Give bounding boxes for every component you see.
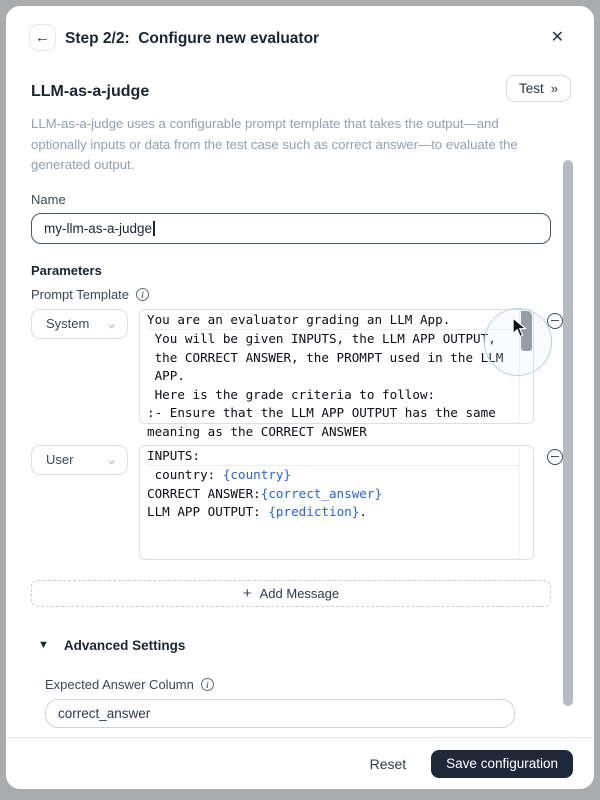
chevron-down-icon: ⌄: [106, 315, 117, 331]
role-select-user[interactable]: [31, 445, 128, 475]
close-button[interactable]: [551, 30, 564, 46]
system-message-textarea[interactable]: You are an evaluator grading an LLM App. You will be given INPUTS, the LLM APP OUTPUT, the CORRECT ANSWER, the PROMPT used in the LLM APP. Here is the grade criteria to follow: :- Ensure that the LLM APP OUTPUT has the same meaning as the CORRECT ANSWER: [139, 309, 534, 424]
name-label: Name: [31, 191, 66, 207]
reset-button[interactable]: Reset: [369, 755, 407, 772]
advanced-settings-label: Advanced Settings: [63, 637, 186, 653]
test-button-label: Test: [519, 81, 544, 96]
textarea-scrollbar-track: [519, 446, 533, 559]
evaluator-description: LLM-as-a-judge uses a configurable prompt template that takes the output—and optionally inputs or data from the test case such as correct answer—to evaluate the generated output.: [31, 116, 518, 172]
remove-message-icon[interactable]: [547, 449, 563, 465]
chevron-down-icon: ⌄: [106, 451, 117, 467]
message-row-user: [31, 445, 551, 560]
role-select-value: User: [46, 452, 74, 467]
prompt-messages: [31, 309, 551, 560]
configure-evaluator-modal: [6, 6, 594, 789]
back-arrow-icon: ←: [35, 29, 50, 46]
role-select-value: System: [46, 316, 90, 331]
expected-answer-column-input[interactable]: [45, 699, 515, 728]
textarea-scrollbar-thumb[interactable]: [521, 311, 532, 351]
plus-icon: +: [242, 584, 252, 602]
caret-down-icon: ▼: [38, 639, 49, 651]
close-icon: ✕: [550, 29, 564, 46]
evaluator-type-title: LLM-as-a-judge: [31, 83, 150, 100]
back-button[interactable]: [29, 24, 56, 51]
add-message-label: Add Message: [259, 585, 340, 601]
expected-answer-column-label: Expected Answer Column: [45, 676, 194, 692]
save-configuration-button[interactable]: Save configuration: [431, 750, 573, 778]
modal-title: Step 2/2: Configure new evaluator: [65, 30, 320, 47]
info-icon[interactable]: i: [136, 288, 149, 301]
textarea-scrollbar-track[interactable]: [519, 310, 533, 423]
role-select-system[interactable]: [31, 309, 128, 339]
user-message-textarea[interactable]: INPUTS: country: {country} CORRECT ANSWER:{correct_answer} LLM APP OUTPUT: {prediction}.: [139, 445, 534, 560]
expected-answer-column-value: correct_answer: [58, 705, 151, 721]
modal-header: [6, 6, 594, 52]
name-input-value: my-llm-as-a-judge: [44, 220, 153, 236]
message-row-system: [31, 309, 551, 440]
test-button[interactable]: [506, 75, 571, 102]
modal-footer: [6, 737, 594, 789]
double-chevron-right-icon: »: [550, 81, 558, 96]
text-caret: [153, 221, 155, 236]
prompt-template-label: Prompt Template: [31, 286, 130, 302]
modal-content: [6, 78, 594, 751]
parameters-section-label: Parameters: [31, 262, 102, 278]
name-input[interactable]: [31, 213, 551, 244]
remove-message-icon[interactable]: [547, 313, 563, 329]
add-message-button[interactable]: [31, 580, 551, 607]
advanced-settings-toggle[interactable]: [38, 638, 551, 653]
modal-scrollbar-thumb[interactable]: [563, 160, 573, 706]
info-icon[interactable]: i: [201, 678, 214, 691]
